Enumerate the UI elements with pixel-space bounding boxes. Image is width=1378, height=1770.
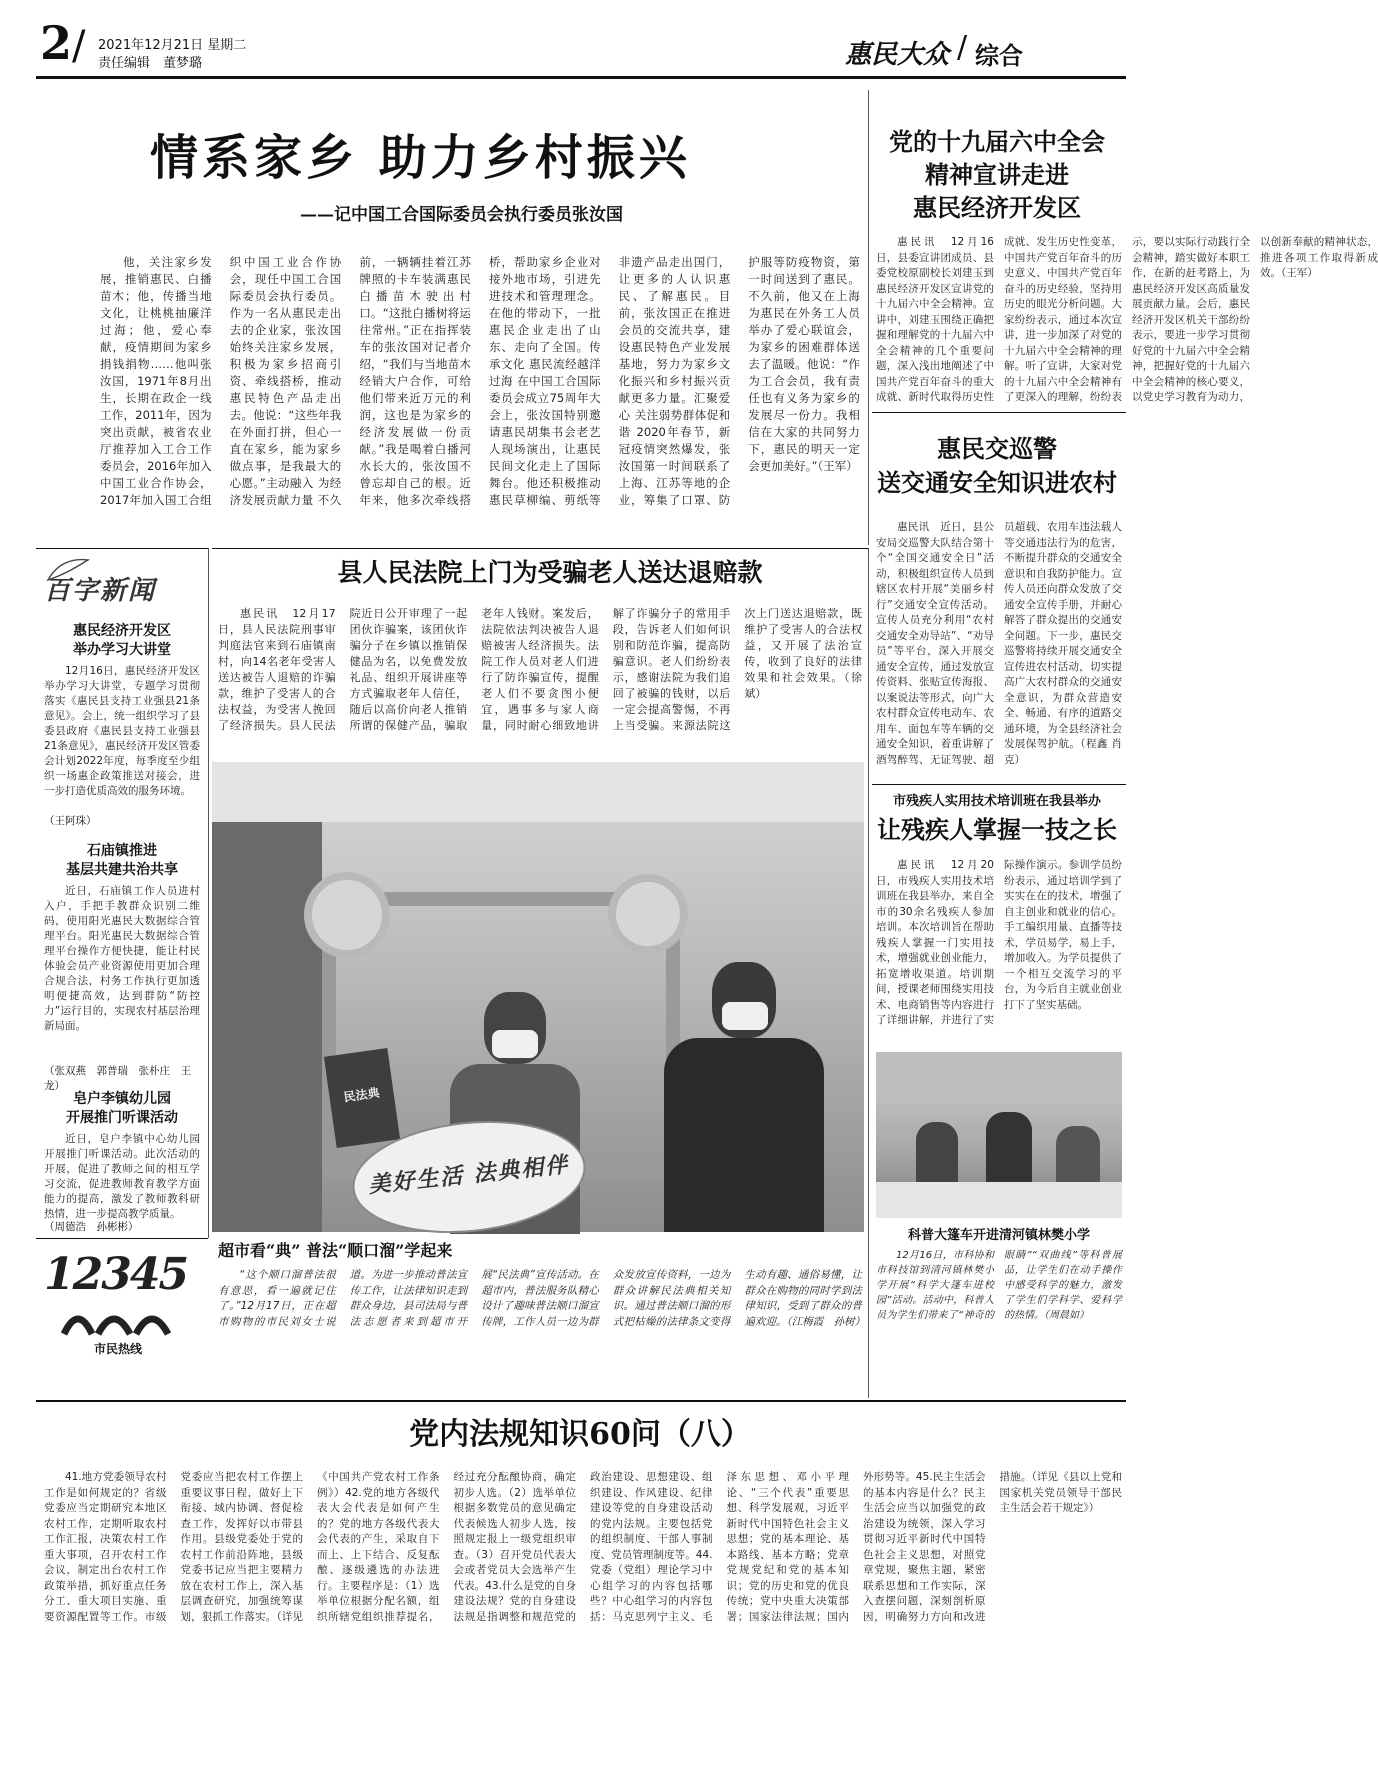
item3-title-line-2: 开展推门听课活动 — [66, 1110, 178, 1126]
right-top-rule — [872, 412, 1126, 413]
right-top-title-line-2: 精神宣讲走进 — [925, 160, 1069, 189]
woman-mask — [492, 1030, 538, 1058]
item1-title — [44, 622, 200, 660]
lead-body-text: 他，关注家乡发展，推销惠民、白播苗木；他，传播当地文化，让桃桃抽廉洋过海；他，爱心奉献，疫情期间为家乡捐钱捐物……他叫张汝国，1971年8月出生，长期在政企一线工作，2011年，因为突出贡献，被省农业厅推荐加入工合工作委员会，2016年加入中国工业合作协会，2017年加入国工合组织中国工业合作协会，现任中国工合国际委员会执行委员。作为一名从惠民走出去的企业家，张汝国始终关注家乡发展，积极为家乡招商引资、牵线搭桥，推动惠民特色产品走出去。他说：“这些年我在外面打拼，但心一直在家乡，能为家乡做点事，是我最大的心愿。”主动融入 为经济发展贡献力量 不久前，一辆辆挂着江苏牌照的卡车装满惠民白播苗木驶出村口。“这批白播树将运往常州。”正在指挥装车的张汝国对记者介绍，“我们与当地苗木经销大户合作，可给他们带来近万元的利润，这也是为家乡的经济发展做一份贡献。”我是喝着白播河水长大的，张汝国不曾忘却自己的根。近年来，他多次牵线搭桥，帮助家乡企业对接外地市场，引进先进技术和管理理念。在他的带动下，一批惠民企业走出了山东、走向了全国。传承文化 惠民流经越洋过海 在中国工合国际委员会成立75周年大会上，张汝国特别邀请惠民胡集书会老艺人现场演出，让惠民民间文化走上了国际舞台。他还积极推动惠民草柳编、剪纸等非遗产品走出国门，让更多的人认识惠民、了解惠民。目前，张汝国正在推进会员的交流共享，建设惠民特色产业发展基地，努力为家乡文化振兴和乡村振兴贡献更多力量。汇聚爱心 关注弱势群体促和谐 2020年春节，新冠疫情突然爆发，张汝国第一时间联系了上海、江苏等地的企业，筹集了口罩、防护服等防疫物资，第一时间送到了惠民。不久前，他又在上海为惠民在外务工人员举办了爱心联谊会，为家乡的困难群体送去了温暖。他说：“作为工合会员，我有责任也有义务为家乡的发展尽一份力。我相信在大家的共同努力下，惠民的明天一定会更加美好。”（王军） — [100, 255, 860, 507]
hotline-label: 市民热线 — [94, 1342, 143, 1356]
right-top-body — [876, 235, 1378, 407]
banner-title: 百字新闻 — [44, 576, 157, 606]
science-photo-caption: 科普大篷车开进清河镇林樊小学 — [907, 1228, 1090, 1243]
item1-title-line-2: 举办学习大讲堂 — [73, 642, 171, 658]
lead-title: 情系家乡 助力乡村振兴 — [150, 130, 691, 186]
main-photo-body — [218, 1268, 866, 1388]
science-photo-body-text: 12月16日，市科协和市科技馆到清河镇林樊小学开展“科学大篷车进校园”活动。活动中，科普人员为学生们带来了“神奇的眼睛”“双曲线”等科普展品，让学生们在动手操作中感受科学的魅力，激发了学生们学科学、爱科学的热情。（周晨如） — [876, 1250, 1122, 1321]
masthead: 惠民大众 — [845, 40, 950, 70]
item1-title-line-1: 惠民经济开发区 — [73, 623, 171, 639]
man-body — [664, 1038, 824, 1232]
editor-line: 责任编辑 董梦璐 — [98, 56, 203, 71]
orange-slice-prop-1 — [304, 872, 390, 958]
page-number: 2 — [40, 16, 73, 70]
divider-vertical-top — [868, 90, 869, 545]
divider-left-column — [208, 548, 209, 1238]
arch-icon — [58, 1302, 178, 1336]
science-photo-body — [876, 1248, 1122, 1352]
right-mid-title-line-2: 送交通安全知识进农村 — [877, 468, 1117, 497]
right-top-title — [872, 125, 1122, 224]
science-trees — [876, 1052, 1122, 1102]
person-man — [664, 962, 824, 1232]
header-rule — [36, 76, 1126, 79]
hundred-word-news-banner — [44, 556, 200, 618]
lead-body — [100, 254, 860, 510]
right-mid-title — [872, 432, 1122, 500]
bottom-title: 党内法规知识60问（八） — [409, 1417, 751, 1452]
item1-byline: （王阿珠） — [44, 815, 97, 827]
left-news-item-3 — [44, 1090, 200, 1235]
main-photo-body-text: “这个顺口溜普法很有意思，看一遍就记住了。”12月17日，正在超市购物的市民刘女士说道。为进一步推动普法宣传工作，让法律知识走到群众身边，县司法局与普法志愿者来到超市开展“民法典”宣传活动。在超市内，普法服务队精心设计了趣味普法顺口溜宣传牌，工作人员一边为群众发放宣传资料，一边为群众讲解民法典相关知识。通过普法顺口溜的形式把枯燥的法律条文变得生动有趣、通俗易懂，让群众在购物的同时学到法律知识，受到了群众的普遍欢迎。（江梅霞 孙树） — [218, 1269, 866, 1328]
left-news-item-2 — [44, 842, 200, 1094]
item3-byline: （周德浩 孙彬彬） — [44, 1221, 139, 1233]
item3-body — [44, 1132, 200, 1220]
right-mid-body-text: 惠民讯 近日，县公安局交巡警大队结合第十个“全国交通安全日”活动，积极组织宣传人员到辖区农村开展“美丽乡村行”交通安全宣传活动。宣传人员充分利用“农村交通安全劝导站”、“劝导员”等平台，深入开展交通安全宣传，通过发放宣传资料、张贴宣传海报、以案说法等形式，向广大农村群众宣传电动车、农用车、面包车等车辆的交通安全知识，着重讲解了酒驾醉驾、无证驾驶、超员超载、农用车违法载人等交通违法行为的危害，不断提升群众的交通安全意识和自我防护能力。宣传人员还向群众发放了交通安全宣传手册，并耐心解答了群众提出的交通安全问题。下一步，惠民交巡警将持续开展交通安全宣传进农村活动，切实提高广大农村群众的交通安全意识，为群众营造安全、畅通、有序的道路交通环境，为全县经济社会发展保驾护航。（程鑫 肖克） — [876, 521, 1122, 766]
hotline-number: 12345 — [44, 1249, 188, 1300]
item2-body-text: 近日，石庙镇工作人员进村入户，手把手教群众识别二维码，使用阳光惠民大数据综合管理平台。阳光惠民大数据综合管理平台操作方便快捷，能让村民体验会员产业资源使用更加合理合规合法，村务工作执行更加透明便捷高效，达到群防“防控力”运行目的，实现农村基层治理新局面。 — [44, 885, 200, 1032]
bottom-body — [44, 1470, 1122, 1752]
left-column-rule-top — [36, 548, 208, 549]
supermarket-photo — [212, 762, 864, 1232]
item2-body — [44, 884, 200, 1064]
right-lower-body-text: 惠民讯 12月20日，市残疾人实用技术培训班在我县举办，来自全市的30余名残疾人参加培训。本次培训旨在帮助残疾人掌握一门实用技术，增强就业创业能力，拓宽增收渠道。培训期间，授课老师围绕实用技术、电商销售等内容进行了详细讲解，并进行了实际操作演示。参训学员纷纷表示，通过培训学到了实实在在的技术，增强了自主创业和就业的信心。手工编织用量、直播等技术，学员易学，易上手，增加收入。为学员提供了一个相互交流学习的平台，为今后自主就业创业打下了坚实基础。 — [876, 859, 1122, 1026]
right-top-body-text: 惠民讯 12月16日，县委宣讲团成员、县委党校原副校长刘建玉到惠民经济开发区宣讲党的十九届六中全会精神。宣讲中，刘建玉围绕正确把握和理解党的十九届六中全会精神的几个重要问题，深入浅出地阐述了中国共产党百年奋斗的重大成就、新时代取得历史性成就、发生历史性变革，中国共产党百年奋斗的历史意义、中国共产党百年奋斗的历史经验，坚持用历史的眼光分析问题。大家纷纷表示，通过本次宣讲，进一步加深了对党的十九届六中全会精神的理解。听了宣讲，大家对党的十九届六中全会精神有了更深入的理解，纷纷表示，要以实际行动践行全会精神，踏实做好本职工作，在新的赶考路上，为惠民经济开发区高质量发展贡献力量。会后，惠民经济开发区机关干部纷纷表示，要进一步学习贯彻好党的十九届六中全会精神，把握好党的十九届六中全会精神的核心要义，以党史学习教育为动力，以创新奉献的精神状态，推进各项工作取得新成效。（王军） — [876, 236, 1378, 403]
right-top-title-line-3: 惠民经济开发区 — [913, 193, 1081, 222]
right-top-title-line-1: 党的十九届六中全会 — [889, 127, 1105, 156]
left-column-rule-bottom — [36, 1238, 208, 1239]
item2-title-line-1: 石庙镇推进 — [87, 843, 157, 859]
item2-title-line-2: 基层共建共治共享 — [66, 862, 178, 878]
item2-title — [44, 842, 200, 880]
sign-text: 美好生活 法典相伴 — [367, 1151, 571, 1199]
masthead-slash: / — [957, 30, 968, 65]
right-lower-title: 让残疾人掌握一技之长 — [877, 815, 1117, 844]
hotline-logo — [44, 1250, 204, 1360]
book-title: 民法典 — [342, 1085, 381, 1105]
right-mid-title-line-1: 惠民交巡警 — [937, 434, 1057, 463]
man-mask — [722, 1002, 768, 1030]
left-news-item-1 — [44, 622, 200, 829]
court-title: 县人民法院上门为受骗老人送达退赔款 — [337, 558, 763, 587]
court-body — [218, 606, 862, 758]
date-line: 2021年12月21日 星期二 — [98, 38, 247, 53]
bottom-rule — [36, 1400, 1126, 1402]
right-mid-rule — [872, 784, 1126, 785]
item2-byline: （张双燕 郭普瑞 张朴庄 王龙） — [44, 1065, 191, 1092]
item3-title — [44, 1090, 200, 1128]
section-name: 综合 — [975, 41, 1023, 70]
right-lower-kicker: 市残疾人实用技术培训班在我县举办 — [892, 794, 1101, 809]
feather-icon — [44, 556, 92, 584]
right-mid-body — [876, 520, 1122, 776]
orange-slice-prop-2 — [608, 874, 688, 954]
science-photo — [876, 1052, 1122, 1218]
page-number-slash: / — [72, 23, 86, 69]
court-body-text: 惠民讯 12月17日，县人民法院刑事审判庭法官来到石庙镇南村，向14名老年受害人送达被告人退赔的诈骗款，维护了受害人的合法权益，为受害人挽回了经济损失。县人民法院近日公开审理了一起团伙诈骗案，该团伙诈骗分子在乡镇以推销保健品为名，以免费发放礼品、组织开展讲座等方式骗取老年人信任，随后以高价向老人推销所谓的保健产品，骗取老年人钱财。案发后，法院依法判决被告人退赔被害人经济损失。法院工作人员对老人们进行了防诈骗宣传，提醒老人们不要贪图小便宜，遇事多与家人商量，同时耐心细致地讲解了诈骗分子的常用手段，告诉老人们如何识别和防范诈骗，提高防骗意识。老人们纷纷表示，感谢法院为我们追回了被骗的钱财，以后一定会提高警惕，不再上当受骗。来源法院这次上门送达退赔款，既维护了受害人的合法权益，又开展了法治宣传，收到了良好的法律效果和社会效果。（徐斌） — [218, 607, 862, 732]
divider-vertical-lower — [868, 548, 869, 1398]
lead-subtitle: ——记中国工合国际委员会执行委员张汝国 — [300, 205, 623, 225]
item1-body — [44, 664, 200, 814]
store-ceiling — [212, 762, 864, 822]
bottom-body-text: 41.地方党委领导农村工作是如何规定的？省级党委应当定期研究本地区农村工作，定期听取农村工作汇报，决策农村工作重大事项，召开农村工作会议，制定出台农村工作政策举措，抓好重点任务分工、重大项目实施、重要资源配置等工作。市级党委应当把农村工作摆上重要议事日程，做好上下衔接、域内协调、督促检查工作，发挥好以市带县作用。县级党委处于党的农村工作前沿阵地，县级党委书记应当把主要精力放在农村工作上，深入基层调查研究，加强统筹谋划，狠抓工作落实。（详见《中国共产党农村工作条例》）42.党的地方各级代表大会代表是如何产生的？党的地方各级代表大会代表的产生，采取自下而上、上下结合、反复酝酿、逐级遴选的办法进行。主要程序是：（1）选举单位根据分配名额，组织所辖党组织推荐提名，经过充分酝酿协商，确定初步人选。（2）选举单位根据多数党员的意见确定代表候选人初步人选，按照规定报上一级党组织审查。（3）召开党员代表大会或者党员大会选举产生代表。43.什么是党的自身建设法规？党的自身建设法规是指调整和规范党的政治建设、思想建设、组织建设、作风建设、纪律建设等党的自身建设活动的党内法规。主要包括党的组织制度、干部人事制度、党员管理制度等。44.党委（党组）理论学习中心组学习的内容包括哪些？中心组学习的内容包括：马克思列宁主义、毛泽东思想、邓小平理论、“三个代表”重要思想、科学发展观，习近平新时代中国特色社会主义思想；党的基本理论、基本路线、基本方略；党章党规党纪和党的基本知识；党的历史和党的优良传统；党中央重大决策部署；国家法律法规；国内外形势等。45.民主生活会的基本内容是什么？民主生活会应当以加强党的政治建设为统领，深入学习贯彻习近平新时代中国特色社会主义思想，对照党章党规，聚焦主题，紧密联系思想和工作实际，深入查摆问题，深刻剖析原因，明确努力方向和改进措施。（详见《县以上党和国家机关党员领导干部民主生活会若干规定》） — [44, 1471, 1122, 1623]
item3-title-line-1: 皂户李镇幼儿园 — [73, 1091, 171, 1107]
science-table — [876, 1182, 1122, 1218]
item3-body-text: 近日，皂户李镇中心幼儿园开展推门听课活动。此次活动的开展，促进了教师之间的相互学习交流，促进教师教育教学方面能力的提高，激发了教师教科研热情，进一步提高教学质量。 — [44, 1133, 200, 1220]
item1-body-text: 12月16日，惠民经济开发区举办学习大讲堂，专题学习贯彻落实《惠民县支持工业强县21条意见》。会上，统一组织学习了县委县政府《惠民县支持工业强县21条意见》，惠民经济开发区管委会计划2022年度，每季度至少组织一场惠企政策推送对接会，进一步打造优质高效的服务环境。 — [44, 665, 200, 797]
store-shelf-left — [212, 822, 322, 1232]
right-lower-body — [876, 858, 1122, 1048]
main-photo-caption: 超市看“典” 普法“顺口溜”学起来 — [218, 1241, 453, 1260]
